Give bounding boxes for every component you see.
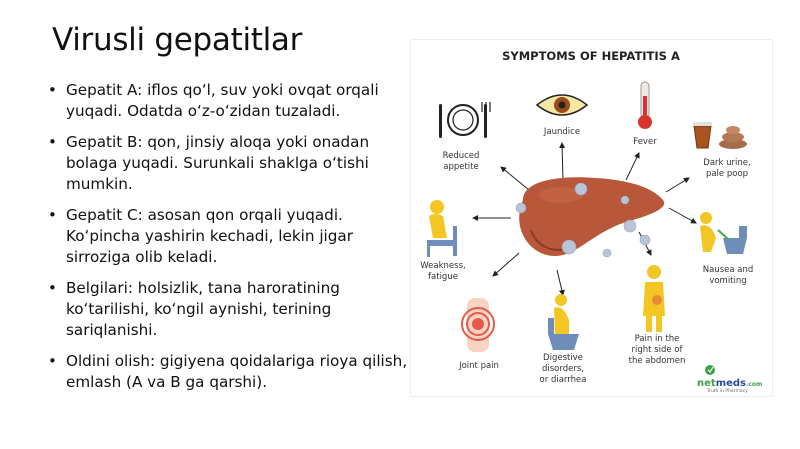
bullet-dot: • (48, 81, 57, 99)
yellow-eye-icon (537, 95, 587, 115)
symptom-label-pain-abdomen-3: the abdomen (628, 356, 686, 366)
bullet-list (48, 80, 408, 403)
toilet-person-icon (548, 294, 579, 350)
bullet-item (48, 132, 408, 195)
slide-title: Virusli gepatitlar (52, 22, 303, 58)
symptom-label-digestive: Digestive (543, 353, 583, 363)
bullet-text: Belgilari: holsizlik, tana haroratining koʻtarilishi, koʻngil aynishi, terining sariqlanishi. (66, 279, 340, 339)
symptom-label-weakness-2: fatigue (428, 272, 458, 282)
brand-tagline: Truth in Pharmacy (707, 389, 748, 394)
brand-suffix: .com (746, 381, 763, 388)
symptom-label-reduced-appetite: Reduced (442, 151, 480, 161)
symptom-label-reduced-appetite-2: appetite (443, 162, 479, 172)
brand-name-part1: net (697, 378, 716, 389)
symptom-label-nausea: Nausea and (702, 265, 754, 275)
netmeds-logo (697, 365, 762, 394)
brand-name-part2: meds (715, 378, 746, 389)
hepatitis-symptoms-infographic (410, 39, 773, 397)
symptom-label-joint-pain: Joint pain (459, 361, 499, 371)
bullet-item (48, 278, 408, 341)
symptom-label-nausea-2: vomiting (709, 276, 747, 286)
symptom-label-dark-urine-2: pale poop (705, 169, 749, 179)
stool-icon (719, 126, 747, 149)
urine-cup-icon (693, 122, 712, 148)
bullet-dot: • (48, 206, 57, 224)
symptom-label-pain-abdomen-2: right side of (631, 345, 683, 355)
plate-icon (439, 102, 490, 138)
bullet-item (48, 80, 408, 122)
joint-pain-icon (462, 298, 494, 352)
svg-text:netmeds.com (697, 378, 762, 389)
bullet-item (48, 205, 408, 268)
symptom-label-digestive-3: or diarrhea (539, 375, 587, 385)
bullet-dot: • (48, 352, 57, 370)
bullet-item (48, 351, 408, 393)
infographic-canvas (411, 40, 772, 396)
symptom-label-pain-abdomen: Pain in the (634, 334, 680, 344)
symptom-label-jaundice: Jaundice (543, 127, 581, 137)
vomiting-person-icon (700, 212, 747, 254)
abdominal-pain-icon (643, 265, 665, 332)
bullet-dot: • (48, 133, 57, 151)
bullet-text: Gepatit B: qon, jinsiy aloqa yoki onadan bolaga yuqadi. Surunkali shaklga oʻtishi mumkin. (66, 133, 370, 193)
bullet-text: Gepatit C: asosan qon orqali yuqadi. Koʻpincha yashirin kechadi, lekin jigar sirroziga olib keladi. (66, 206, 353, 266)
symptom-label-digestive-2: disorders, (542, 364, 584, 374)
tired-person-icon (427, 200, 457, 257)
symptom-label-weakness: Weakness, (420, 261, 466, 271)
infographic-title: SYMPTOMS OF HEPATITIS A (502, 49, 680, 63)
bullet-dot: • (48, 279, 57, 297)
thermometer-icon (638, 82, 652, 129)
bullet-text: Oldini olish: gigiyena qoidalariga rioya qilish, emlash (A va B ga qarshi). (66, 352, 408, 391)
symptom-label-fever: Fever (633, 137, 657, 147)
bullet-text: Gepatit A: iflos qoʻl, suv yoki ovqat orqali yuqadi. Odatda oʻz-oʻzidan tuzaladi. (66, 81, 379, 120)
symptom-label-dark-urine: Dark urine, (703, 158, 751, 168)
